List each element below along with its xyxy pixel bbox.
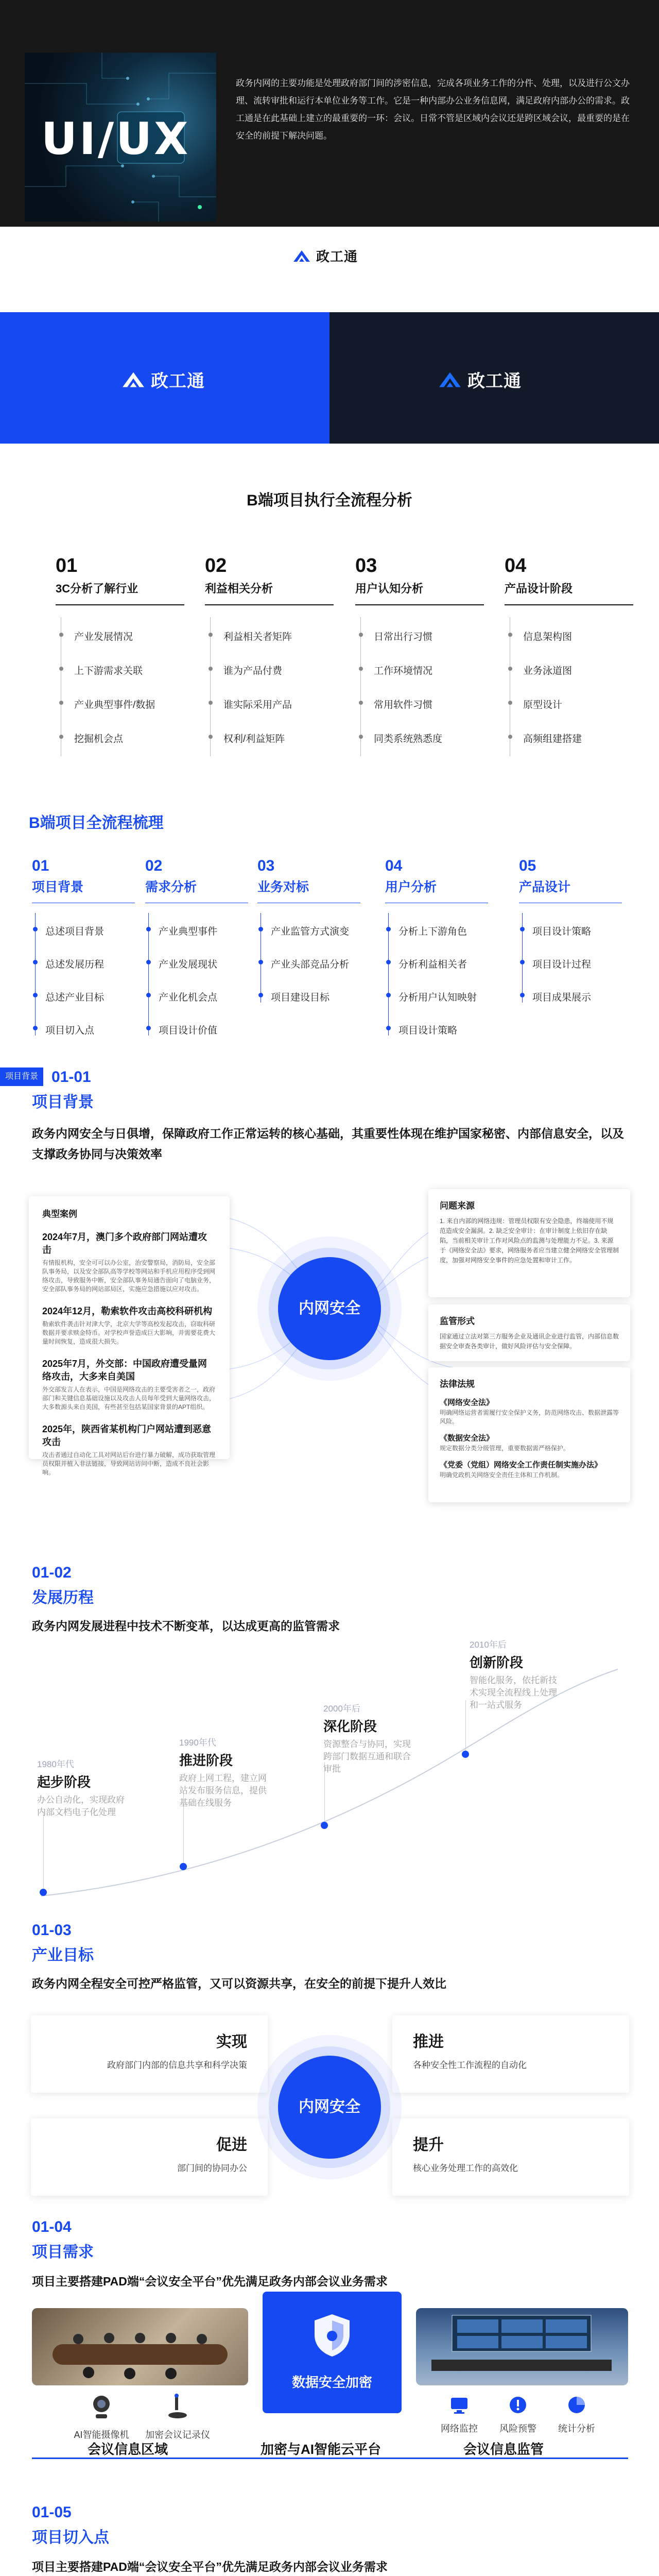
goal-description: 核心业务处理工作的高效化 — [413, 2163, 518, 2173]
stage-year: 1980年代 — [37, 1759, 74, 1769]
hero-thumb-text: UI/UX — [41, 113, 190, 165]
section-description: 政务内网安全与日俱增，保障政府工作正常运转的核心基础，其重要性体现在维护国家秘密、内部信息安全，以及支撑政务协同与决策效率 — [32, 1127, 624, 1161]
list-item: 总述发展历程 — [32, 957, 145, 990]
brand-name: 政工通 — [151, 371, 205, 391]
feature-label: 网络监控 — [441, 2424, 478, 2434]
hero-thumbnail — [25, 53, 216, 222]
list-item: 挖掘机会点 — [56, 731, 189, 765]
section-title: 产业目标 — [32, 1947, 94, 1964]
column-title: 用户分析 — [385, 880, 437, 894]
stage-title: 起步阶段 — [37, 1774, 91, 1790]
card-title: 法律法规 — [440, 1379, 475, 1389]
case-title: 2025年7月，外交部：中国政府遭受量网络攻击，大多来自美国 — [42, 1359, 207, 1382]
list-item: 产业监管方式演变 — [257, 924, 371, 957]
brand-logo-light — [121, 367, 205, 392]
list-item: 信息架构图 — [505, 629, 638, 663]
column-number: 01 — [32, 857, 49, 874]
meeting-photo — [32, 2308, 248, 2385]
list-item: 原型设计 — [505, 697, 638, 731]
list-item: 产业发展情况 — [56, 629, 189, 663]
column-title: 项目背景 — [32, 880, 84, 894]
shield-icon — [311, 2312, 353, 2359]
list-item: 项目设计策略 — [519, 924, 632, 957]
case-description: 攻击者通过自动化工具对网站后台进行暴力破解，成功获取管理员权限并植入非法链接，导致网站访问中断，造成不良社会影响。 — [42, 1451, 216, 1476]
column-title: 产品设计 — [519, 880, 571, 894]
meeting-room-illustration — [32, 2308, 248, 2385]
cases-card — [29, 1196, 230, 1476]
goal-card — [392, 2119, 629, 2196]
goal-description: 政府部门内部的信息共享和科学决策 — [107, 2060, 247, 2070]
stage-description: 智能化服务，依托新技术实现全流程线上处理和一站式服务 — [470, 1675, 557, 1710]
list-item: 同类系统熟悉度 — [355, 731, 489, 765]
flow-column — [257, 857, 371, 1023]
stage-title: 推进阶段 — [179, 1753, 233, 1768]
column-title: 需求分析 — [145, 880, 197, 894]
warning-icon — [508, 2395, 528, 2415]
case-description: 勒索软件袭击针对津大学，北京大学等高校发起攻击，窃取科研数据并要求赎金特币。对学校声誉造成巨大影响，并需要花费大量时间恢复，造成很大损失。 — [42, 1320, 216, 1345]
list-item: 工作环境情况 — [355, 663, 489, 697]
law-description: 明确党政机关网络安全责任主体和工作机制。 — [440, 1471, 564, 1479]
stage-title: 创新阶段 — [470, 1655, 524, 1670]
brand-panel-blue — [0, 312, 330, 444]
timeline-tick — [43, 1814, 44, 1896]
list-item: 权利/利益矩阵 — [205, 731, 339, 765]
list-item: 项目建设目标 — [257, 990, 371, 1023]
timeline-dot — [40, 1889, 47, 1896]
monitor-icon — [449, 2395, 470, 2415]
case-title: 2024年12月，勒索软件攻击高校科研机构 — [42, 1306, 213, 1316]
section-number: 01-04 — [32, 2218, 72, 2235]
issues-card — [428, 1189, 630, 1297]
flow-column — [145, 857, 258, 1056]
case-title: 2024年7月，澳门多个政府部门网站遭攻击 — [42, 1232, 207, 1255]
feature-label: 统计分析 — [558, 2424, 595, 2434]
column-title: 3C分析了解行业 — [56, 582, 138, 595]
law-name: 《党委（党组）网络安全工作责任制实施办法》 — [440, 1461, 602, 1469]
logo-mark-icon — [292, 249, 311, 263]
case-description: 外交部发言人在表示，中国是网络攻击的主要受害者之一，政府部门和关键信息基础设施以及攻击人员每年受到大量网络攻击，大多数源头来自美国，有些甚至包括某国家背景的APT组织。 — [42, 1386, 216, 1411]
column-number: 04 — [385, 857, 403, 874]
camera-icon — [88, 2393, 115, 2420]
list-item: 项目成果展示 — [519, 990, 632, 1023]
list-item: 谁为产品付费 — [205, 663, 339, 697]
card-text: 国家通过立法对第三方服务企业及通讯企业进行监管，内部信息数据安全审查各类审计，做好风险评估与安全保障。 — [440, 1333, 619, 1350]
analysis-column — [505, 555, 638, 765]
case-description: 有情报机构，安全可可以办公室，治安警察局，消防局，安全部队事务局，以及安全部队高等学校等网站和手机应用程序受到网络攻击，导致服务中断，安全部队事务局通告面向了电脑业务，安全部队事务局的网站部局区，实施应急措施以应对攻击。 — [42, 1259, 216, 1293]
section-number: 01-05 — [32, 2504, 72, 2521]
control-room-illustration — [416, 2308, 628, 2385]
core-circle: 内网安全 — [278, 2056, 381, 2159]
column-title: 利益相关分析 — [205, 582, 273, 595]
list-item: 产业化机会点 — [145, 990, 258, 1023]
timeline-dot — [180, 1863, 187, 1870]
law-name: 《数据安全法》 — [440, 1434, 494, 1443]
brand-logo-small — [292, 246, 358, 265]
law-name: 《网络安全法》 — [440, 1398, 494, 1407]
analysis-column — [205, 555, 339, 765]
column-divider — [205, 604, 334, 605]
supervise-card — [428, 1304, 630, 1361]
column-divider — [355, 604, 484, 605]
column-number: 03 — [355, 555, 377, 577]
list-item: 项目设计策略 — [385, 1023, 498, 1056]
timeline-stage — [37, 1757, 125, 1819]
goal-card — [31, 2119, 268, 2196]
flow-title: B端项目全流程梳理 — [29, 815, 164, 832]
section-description: 项目主要搭建PAD端“会议安全平台”优先满足政务内部会议业务需求 — [32, 2275, 388, 2288]
brand-panel-dark — [330, 312, 659, 444]
section-tag: 项目背景 — [0, 1067, 43, 1086]
flow-column — [519, 857, 632, 1023]
list-item: 产业典型事件/数据 — [56, 697, 189, 731]
list-item: 利益相关者矩阵 — [205, 629, 339, 663]
column-number: 02 — [145, 857, 163, 874]
goal-description: 各种安全性工作流程的自动化 — [413, 2060, 527, 2070]
statistics-icon — [566, 2395, 587, 2415]
stage-year: 2010年后 — [470, 1640, 507, 1650]
list-item: 产业典型事件 — [145, 924, 258, 957]
goal-card — [31, 2015, 268, 2093]
monitoring-photo — [416, 2308, 628, 2385]
device-label: 加密会议记录仪 — [145, 2430, 210, 2440]
column-number: 04 — [505, 555, 527, 577]
goal-title: 推进 — [413, 2033, 444, 2050]
list-item: 项目设计过程 — [519, 957, 632, 990]
stage-description: 办公自动化，实现政府内部文档电子化处理 — [37, 1795, 125, 1817]
list-item: 产业发展现状 — [145, 957, 258, 990]
list-item: 常用软件习惯 — [355, 697, 489, 731]
list-item: 产业头部竞品分析 — [257, 957, 371, 990]
goal-description: 部门间的协同办公 — [177, 2163, 247, 2173]
list-item: 谁实际采用产品 — [205, 697, 339, 731]
hero-banner — [0, 0, 659, 227]
goal-title: 实现 — [216, 2033, 247, 2050]
section-title: 项目需求 — [32, 2244, 94, 2261]
analysis-column — [355, 555, 489, 765]
card-title: 问题来源 — [440, 1201, 475, 1211]
hero-intro: 政务内网的主要功能是处理政府部门间的涉密信息，完成各项业务工作的分件、处理，以及进行公文办理、流转审批和运行本单位业务等工作。它是一种内部办公业务信息网，满足政府内部办公的需求。政工通是在此基础上建立的最重要的一环：会议。日常不管是区域内会议还是跨区域会议，最重要的是在安全的前提下解决问题。 — [236, 78, 630, 141]
flow-column — [385, 857, 498, 1056]
section-title: 项目切入点 — [32, 2529, 109, 2546]
section-title: 项目背景 — [32, 1094, 94, 1111]
brand-name: 政工通 — [316, 249, 358, 264]
stage-title: 深化阶段 — [323, 1719, 377, 1734]
section-number: 01-02 — [32, 1564, 72, 1581]
timeline-stage — [323, 1701, 411, 1775]
column-title: 产品设计阶段 — [505, 582, 573, 595]
section-number: 01-01 — [51, 1069, 91, 1086]
list-item: 分析上下游角色 — [385, 924, 498, 957]
flow-column — [32, 857, 145, 1056]
goal-card — [392, 2015, 629, 2093]
list-item: 总述产业目标 — [32, 990, 145, 1023]
stage-description: 政府上网工程，建立网站发布服务信息，提供基础在线服务 — [179, 1773, 267, 1808]
analysis-column — [56, 555, 189, 765]
law-description: 规定数据分类分级管理，重要数据需严格保护。 — [440, 1445, 570, 1452]
column-title: 用户认知分析 — [355, 582, 424, 595]
list-item: 项目设计价值 — [145, 1023, 258, 1056]
list-item: 项目切入点 — [32, 1023, 145, 1056]
timeline-dot — [462, 1751, 469, 1758]
laws-card — [428, 1367, 630, 1502]
bottom-label: 会议信息监管 — [463, 2442, 544, 2457]
column-title: 业务对标 — [257, 880, 309, 894]
logo-mark-icon — [121, 371, 146, 388]
list-item: 上下游需求关联 — [56, 663, 189, 697]
column-number: 05 — [519, 857, 536, 874]
brand-logo-dark — [438, 367, 522, 392]
column-divider — [56, 604, 184, 605]
section-number: 01-03 — [32, 1922, 72, 1939]
timeline-stage — [470, 1637, 557, 1711]
section-description: 政务内网全程安全可控严格监管，又可以资源共享，在安全的前提下提升人效比 — [32, 1977, 446, 1990]
device-label: AI智能摄像机 — [74, 2430, 129, 2440]
timeline-tick — [465, 1700, 466, 1758]
card-title: 典型案例 — [42, 1209, 77, 1219]
logo-mark-icon — [438, 371, 462, 388]
list-item: 分析利益相关者 — [385, 957, 498, 990]
goal-title: 提升 — [413, 2137, 444, 2154]
card-title: 监管形式 — [440, 1316, 475, 1326]
column-number: 01 — [56, 555, 78, 577]
section-description: 项目主要搭建PAD端“会议安全平台”优先满足政务内部会议业务需求 — [32, 2560, 388, 2573]
card-text: 1. 来自内部的网络违规：管理员权限有安全隐患，终端使用不规范造成安全漏洞。2. 缺乏安全审计：在审计制度上依旧存在缺陷，当前相关审计工作对风险点的监测与处理能力不足。3. 来源于《网络安全法》要求，网络服务者应当建立健全网络安全管理制度，加强对网络安全事件的应急处置和审计工作。 — [440, 1217, 619, 1264]
analysis-title: B端项目执行全流程分析 — [247, 492, 412, 509]
stage-description: 资源整合与协同，实现跨部门数据互通和联合审批 — [323, 1739, 411, 1774]
recorder-icon — [164, 2393, 192, 2420]
bottom-label: 加密与AI智能云平台 — [261, 2442, 381, 2457]
timeline-stage — [179, 1735, 267, 1809]
security-panel — [263, 2292, 402, 2413]
section-description: 政务内网发展进程中技术不断变革，以达成更高的监管需求 — [32, 1619, 340, 1633]
case-title: 2025年，陕西省某机构门户网站遭到恶意攻击 — [42, 1424, 212, 1447]
list-item: 业务泳道图 — [505, 663, 638, 697]
stage-year: 1990年代 — [179, 1738, 216, 1748]
section-title: 发展历程 — [32, 1589, 94, 1606]
security-label: 数据安全加密 — [291, 2375, 372, 2390]
feature-label: 风险预警 — [499, 2424, 536, 2434]
column-number: 03 — [257, 857, 275, 874]
stage-year: 2000年后 — [323, 1704, 360, 1714]
list-item: 总述项目背景 — [32, 924, 145, 957]
column-number: 02 — [205, 555, 227, 577]
list-item: 日常出行习惯 — [355, 629, 489, 663]
list-item: 高频组建搭建 — [505, 731, 638, 765]
brand-name: 政工通 — [467, 371, 522, 391]
list-item: 分析用户认知映射 — [385, 990, 498, 1023]
goal-title: 促进 — [216, 2137, 247, 2154]
column-divider — [505, 604, 633, 605]
bottom-label: 会议信息区域 — [88, 2442, 168, 2457]
law-description: 明确网络运营者需履行安全保护义务，防范网络攻击、数据泄露等风险。 — [440, 1409, 619, 1425]
core-circle: 内网安全 — [278, 1257, 381, 1360]
timeline-dot — [321, 1822, 328, 1829]
